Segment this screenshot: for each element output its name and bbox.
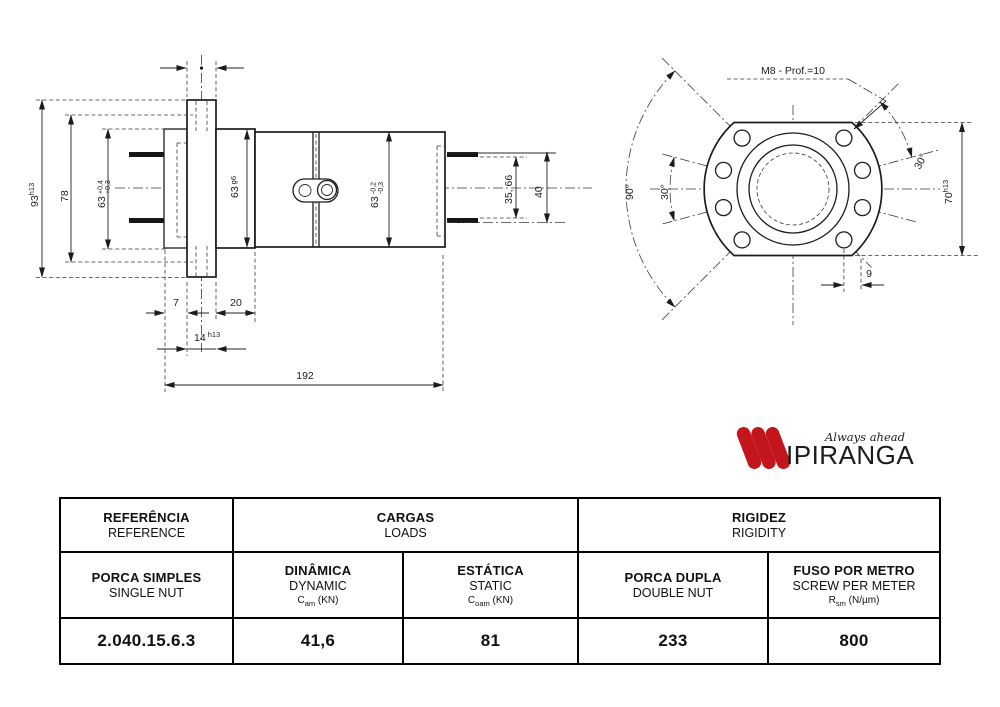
wiper-block-outline: [164, 129, 187, 248]
side-view: [27, 55, 592, 392]
dim-label-63-body-tol-upper: -0,2: [370, 181, 378, 194]
header-reference-cell: [60, 498, 233, 552]
dim-label-78: 78: [59, 190, 71, 202]
col-single-nut-cell: [60, 552, 233, 618]
value-double-nut: 233: [578, 618, 768, 664]
header-loads-en: LOADS: [384, 526, 427, 540]
angle-label-90: 90°: [624, 184, 636, 200]
col-screw-meter-en: SCREW PER METER: [792, 578, 916, 593]
header-loads-pt: CARGAS: [376, 510, 435, 525]
dim-label-14: 14 $^{h13}$: [194, 330, 221, 344]
dim-label-20: 20: [230, 297, 242, 309]
dim-angle-30-right: [880, 102, 930, 171]
dim-label-63-pilot-tol-upper: +0,4: [97, 180, 105, 194]
col-static-cell: [403, 552, 578, 618]
dim-label-63-body-tol-lower: -0,3: [378, 181, 385, 194]
dim-label-63g6: 63g6: [229, 175, 241, 198]
angle-label-30-left: 30°: [659, 184, 671, 200]
spec-table-values-row: [60, 618, 940, 664]
col-screw-meter-formula: $R_{sm}$ (N/µm): [828, 594, 880, 608]
spec-table-subheader-row: [60, 552, 940, 618]
dim-label-192: 192: [296, 370, 314, 382]
col-single-nut-pt: PORCA SIMPLES: [91, 570, 202, 585]
dim-label-63-pilot: 63: [96, 196, 108, 208]
col-dynamic-formula: $C_{am}$ (KN): [297, 594, 339, 608]
header-rigidity-pt: RIGIDEZ: [731, 510, 787, 525]
center-dot: [200, 66, 203, 69]
dim-total-len: [165, 370, 443, 385]
col-dynamic-pt: DINÂMICA: [284, 562, 352, 578]
col-double-nut-en: DOUBLE NUT: [632, 586, 714, 600]
spec-table-header-row: [60, 498, 940, 552]
logo-brand-text: IPIRANGA: [786, 440, 915, 470]
header-reference-en: REFERENCE: [107, 526, 186, 540]
front-flange-outline: [704, 123, 882, 256]
angle-label-30-right: 30°: [912, 151, 931, 172]
col-double-nut-pt: PORCA DUPLA: [624, 570, 722, 585]
dim-screw-dia: [533, 152, 547, 223]
dim-label-3566: 35, 66: [503, 174, 515, 204]
screw-thread-left-bottom: [129, 218, 165, 223]
col-static-pt: ESTÁTICA: [457, 562, 524, 578]
dim-screw-root: [503, 157, 516, 218]
value-screw-meter: 800: [768, 618, 940, 664]
header-rigidity-en: RIGIDITY: [731, 526, 787, 540]
flange-outline: [187, 100, 216, 277]
brand-logo: [735, 425, 915, 471]
nut-body-outline: [255, 132, 445, 247]
dim-label-93: $93^{h13}$: [27, 182, 41, 207]
logo-tagline: Always ahead: [824, 430, 905, 444]
value-reference: 2.040.15.6.3: [60, 618, 233, 664]
spec-table: [59, 497, 941, 665]
value-dynamic: 41,6: [233, 618, 403, 664]
dim-hub-len: [216, 297, 255, 313]
col-static-en: STATIC: [469, 578, 512, 593]
dim-label-9: 9: [866, 268, 872, 280]
col-screw-meter-pt: FUSO POR METRO: [793, 562, 915, 578]
dim-label-63-body: 63: [369, 196, 381, 208]
dim-label-40: 40: [533, 186, 545, 198]
col-dynamic-cell: [233, 552, 403, 618]
screw-thread-left-top: [129, 152, 165, 157]
col-static-formula: $C_{oam}$ (KN): [467, 594, 514, 608]
header-reference-pt: REFERÊNCIA: [103, 510, 190, 525]
dim-flange-width-top: [160, 61, 244, 97]
col-screw-meter-cell: [768, 552, 940, 618]
col-dynamic-en: DYNAMIC: [289, 578, 347, 593]
dim-label-63-pilot-tol-lower: +0,3: [105, 180, 112, 194]
thread-callout-label: M8 - Prof.=10: [761, 65, 825, 77]
dim-pilot: [96, 129, 168, 249]
value-static: 81: [403, 618, 578, 664]
grease-nipple: [293, 179, 338, 202]
dim-front-len: [146, 297, 209, 313]
front-view: [624, 58, 978, 325]
header-loads-cell: [233, 498, 578, 552]
header-rigidity-cell: [578, 498, 940, 552]
logo-mark: [735, 425, 792, 471]
dim-label-7: 7: [173, 297, 179, 309]
col-double-nut-cell: [578, 552, 768, 618]
col-single-nut-en: SINGLE NUT: [108, 586, 184, 600]
dim-label-70: $70^{h13}$: [941, 179, 955, 204]
